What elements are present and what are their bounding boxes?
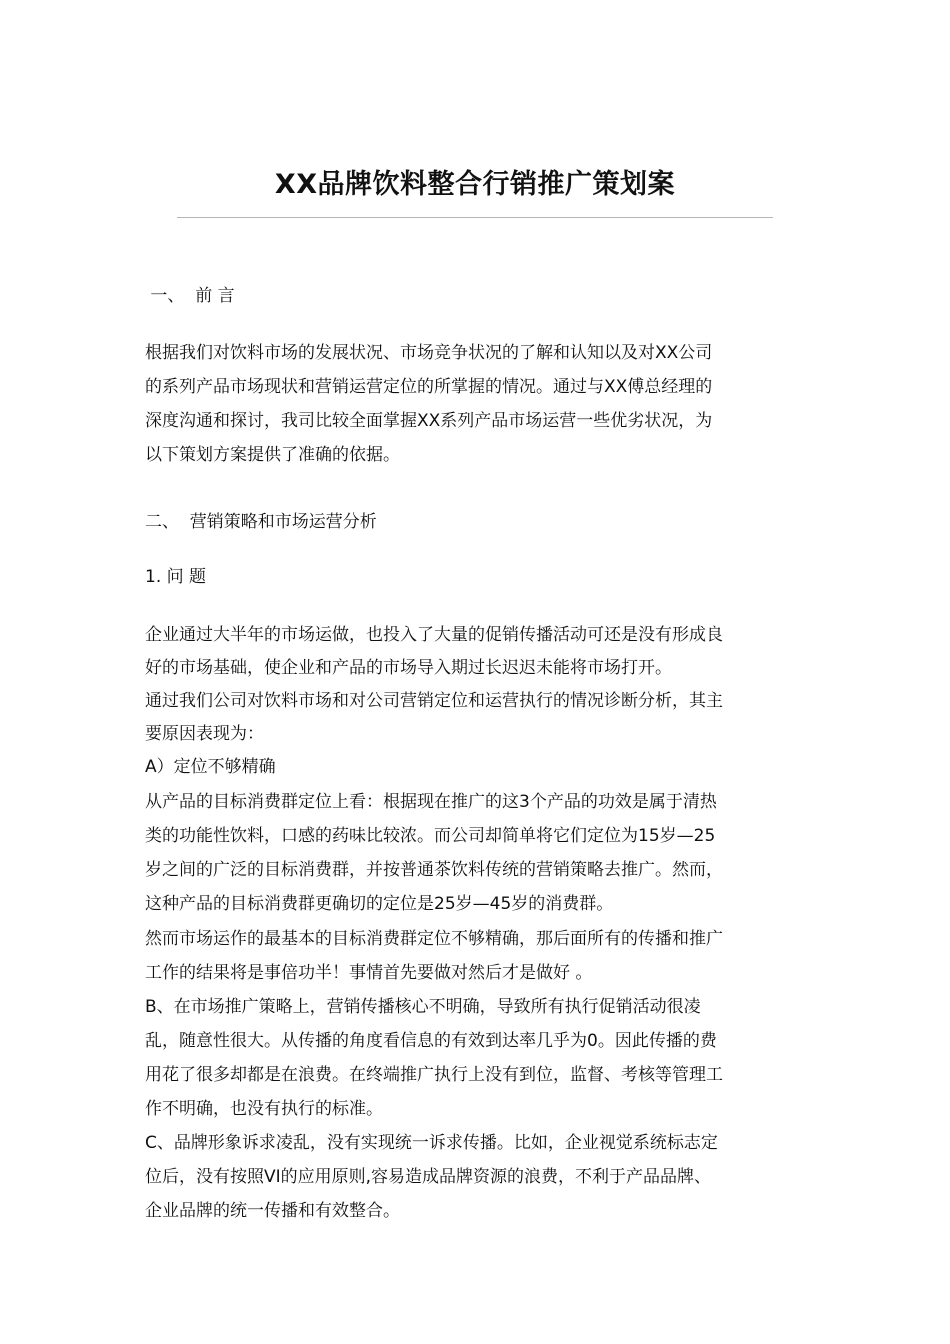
body-line-16: C、品牌形象诉求凌乱，没有实现统一诉求传播。比如，企业视觉系统标志定 — [145, 1133, 718, 1153]
body-line-17: 位后，没有按照VI的应用原则,容易造成品牌资源的浪费，不利于产品品牌、 — [145, 1167, 712, 1187]
body-line-11: 工作的结果将是事倍功半！事情首先要做对然后才是做好 。 — [145, 963, 593, 983]
body-line-2: 好的市场基础，使企业和产品的市场导入期过长迟迟未能将市场打开。 — [145, 658, 672, 678]
section-heading-preface: 一、 前 言 — [145, 286, 235, 306]
intro-line-1: 根据我们对饮料市场的发展状况、市场竞争状况的了解和认知以及对XX公司 — [145, 343, 713, 363]
body-line-1: 企业通过大半年的市场运做，也投入了大量的促销传播活动可还是没有形成良 — [145, 625, 723, 645]
body-line-9: 这种产品的目标消费群更确切的定位是25岁—45岁的消费群。 — [145, 894, 614, 914]
body-line-14: 用花了很多却都是在浪费。在终端推广执行上没有到位，监督、考核等管理工 — [145, 1065, 723, 1085]
body-line-5: A）定位不够精确 — [145, 757, 276, 777]
body-line-13: 乱，随意性很大。从传播的角度看信息的有效到达率几乎为0。因此传播的费 — [145, 1031, 717, 1051]
body-line-8: 岁之间的广泛的目标消费群，并按普通茶饮料传统的营销策略去推广。然而， — [145, 860, 723, 880]
body-line-10: 然而市场运作的最基本的目标消费群定位不够精确，那后面所有的传播和推广 — [145, 929, 723, 949]
intro-line-3: 深度沟通和探讨，我司比较全面掌握XX系列产品市场运营一些优劣状况，为 — [145, 411, 713, 431]
subsection-heading-problems: 1. 问 题 — [145, 567, 207, 587]
body-line-18: 企业品牌的统一传播和有效整合。 — [145, 1201, 400, 1221]
body-line-7: 类的功能性饮料，口感的药味比较浓。而公司却简单将它们定位为15岁—25 — [145, 826, 716, 846]
body-line-12: B、在市场推广策略上，营销传播核心不明确，导致所有执行促销活动很凌 — [145, 997, 701, 1017]
body-line-3: 通过我们公司对饮料市场和对公司营销定位和运营执行的情况诊断分析，其主 — [145, 691, 723, 711]
document-title: XX品牌饮料整合行销推广策划案 — [274, 169, 676, 200]
body-line-4: 要原因表现为： — [145, 724, 264, 744]
section-heading-marketing-analysis: 二、 营销策略和市场运营分析 — [145, 512, 377, 532]
intro-line-2: 的系列产品市场现状和营销运营定位的所掌握的情况。通过与XX傅总经理的 — [145, 377, 713, 397]
intro-line-4: 以下策划方案提供了准确的依据。 — [145, 445, 400, 465]
body-line-15: 作不明确，也没有执行的标准。 — [145, 1099, 383, 1119]
body-line-6: 从产品的目标消费群定位上看：根据现在推广的这3个产品的功效是属于清热 — [145, 792, 717, 812]
title-divider — [177, 217, 773, 218]
